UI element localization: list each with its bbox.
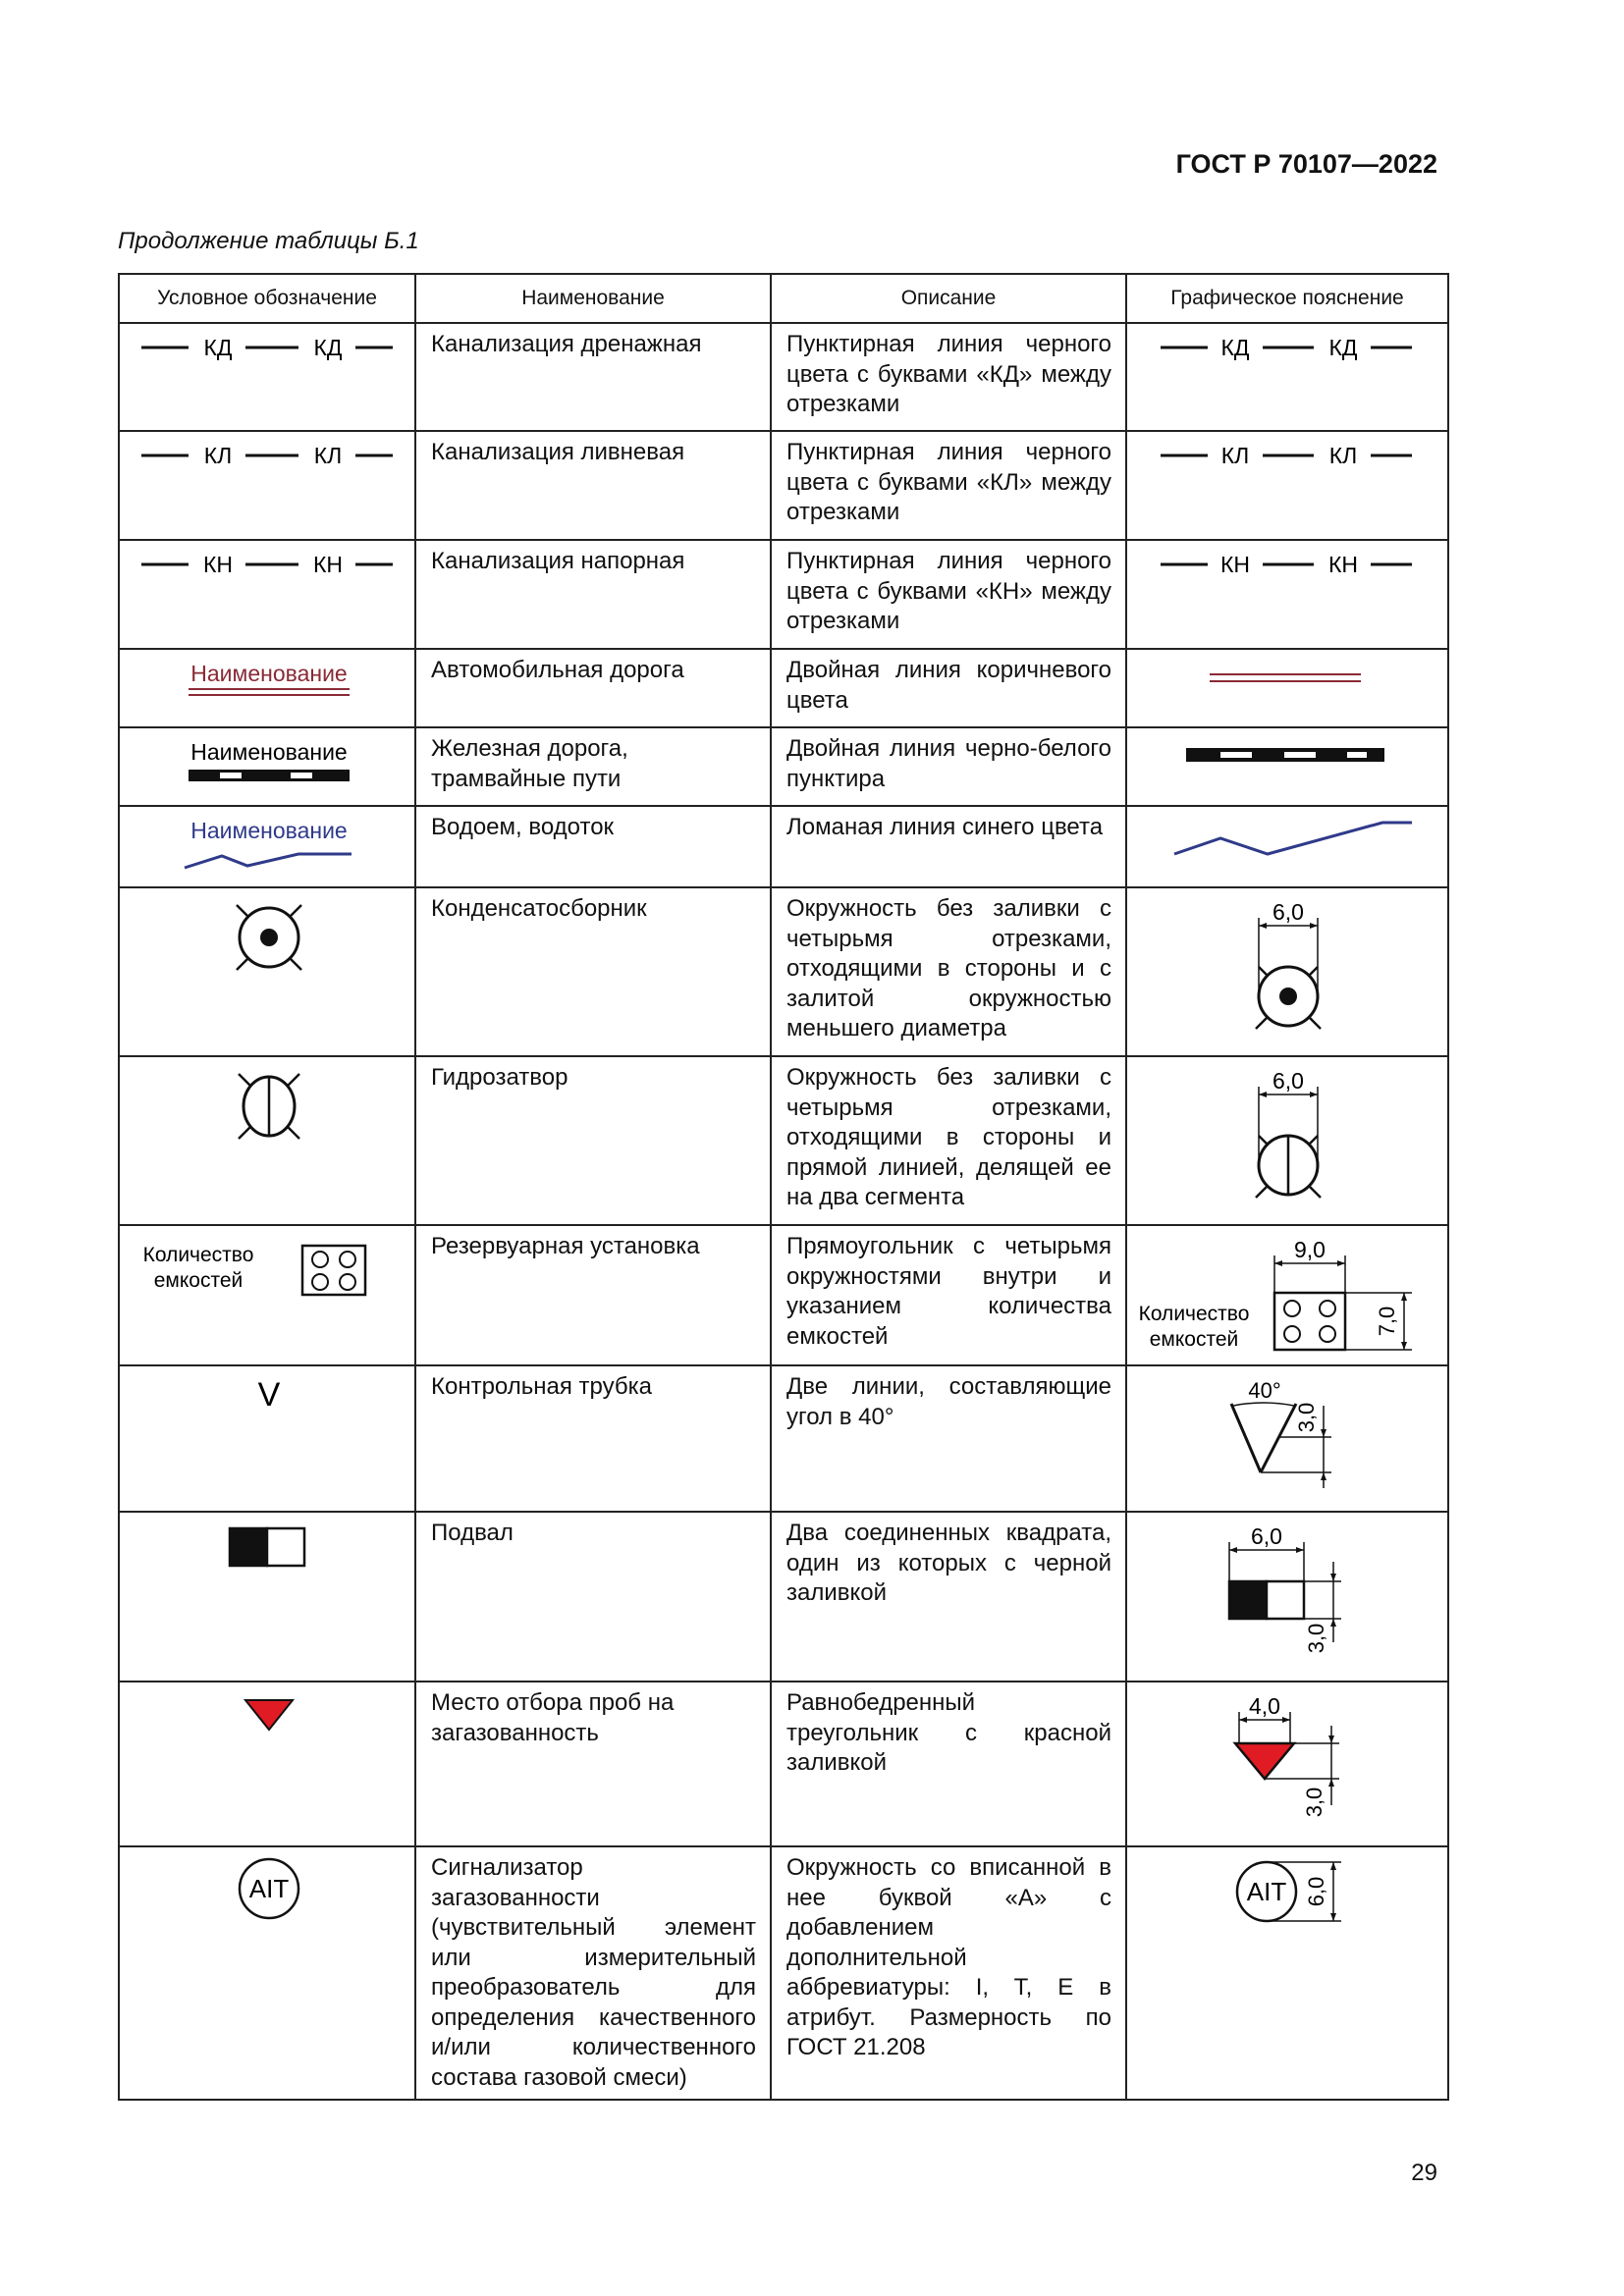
svg-text:7,0: 7,0	[1375, 1306, 1399, 1337]
dashed-line-graphic	[1127, 324, 1447, 373]
road-graphic	[1127, 650, 1447, 709]
symbol-cell	[119, 1846, 415, 2100]
graphic-cell	[1126, 1056, 1448, 1225]
description-cell: Двойная линия коричневого цвета	[771, 649, 1126, 727]
svg-text:КЛ: КЛ	[313, 443, 343, 468]
symbol-cell	[119, 1682, 415, 1846]
svg-text:3,0: 3,0	[1302, 1787, 1326, 1818]
name-cell: Канализация дренажная	[415, 323, 771, 431]
svg-text:6,0: 6,0	[1272, 899, 1304, 925]
sampling-point-graphic	[1127, 1682, 1447, 1844]
railway-symbol	[120, 728, 414, 797]
svg-text:КД: КД	[313, 335, 343, 360]
symbol-cell	[119, 887, 415, 1056]
graphic-cell	[1126, 431, 1448, 540]
svg-text:КЛ: КЛ	[203, 443, 233, 468]
symbol-cell	[119, 727, 415, 806]
watercourse-symbol	[120, 807, 414, 876]
description-cell: Пунктирная линия черного цвета с буквами «КЛ» между отрезками	[771, 431, 1126, 540]
tank-installation-graphic	[1127, 1226, 1447, 1363]
symbol-cell	[119, 1365, 415, 1512]
water-seal-symbol	[120, 1057, 414, 1155]
svg-text:6,0: 6,0	[1251, 1523, 1282, 1549]
page-number: 29	[1411, 2160, 1437, 2186]
document-id: ГОСТ Р 70107—2022	[1175, 149, 1437, 179]
dashed-line-symbol	[120, 324, 414, 373]
svg-text:Количество: Количество	[142, 1244, 254, 1266]
svg-text:КЛ: КЛ	[1220, 443, 1250, 468]
symbols-table	[118, 273, 1449, 2101]
graphic-cell	[1126, 806, 1448, 887]
symbol-cell	[119, 431, 415, 540]
name-cell: Канализация ливневая	[415, 431, 771, 540]
svg-text:Наименование: Наименование	[190, 818, 348, 843]
svg-text:КН: КН	[1327, 552, 1359, 577]
svg-text:Наименование: Наименование	[190, 661, 348, 686]
description-cell: Два соединенных квадрата, один из которых с черной заливкой	[771, 1512, 1126, 1682]
gas-detector-symbol	[120, 1847, 414, 1926]
symbol-cell	[119, 649, 415, 727]
dashed-line-graphic	[1127, 432, 1447, 481]
name-cell: Резервуарная установка	[415, 1225, 771, 1365]
table-row	[119, 887, 1448, 1056]
symbol-cell	[119, 806, 415, 887]
graphic-cell	[1126, 540, 1448, 649]
column-header: Описание	[771, 274, 1126, 323]
svg-text:КН: КН	[202, 552, 234, 577]
svg-text:Наименование: Наименование	[190, 739, 348, 765]
svg-text:AIT: AIT	[248, 1874, 290, 1903]
svg-text:Количество: Количество	[1138, 1303, 1250, 1325]
table-row	[119, 1512, 1448, 1682]
svg-text:3,0: 3,0	[1304, 1623, 1328, 1654]
description-cell: Две линии, составляющие угол в 40°	[771, 1365, 1126, 1512]
name-cell: Железная дорога, трамвайные пути	[415, 727, 771, 806]
description-cell: Прямоугольник с четырьмя окружностями внутри и указанием количества емкостей	[771, 1225, 1126, 1365]
graphic-cell	[1126, 1846, 1448, 2100]
description-cell: Окружность со вписанной в нее буквой «А» с добавлением дополнительной аббревиатуры: I, T, E в атрибут. Размерность по ГОСТ 21.208	[771, 1846, 1126, 2100]
graphic-cell	[1126, 323, 1448, 431]
svg-text:6,0: 6,0	[1272, 1068, 1304, 1094]
name-cell: Водоем, водоток	[415, 806, 771, 887]
description-cell: Окружность без заливки с четырьмя отрезками, отходящими в стороны и прямой линией, делящей ее на два сегмента	[771, 1056, 1126, 1225]
description-cell: Равнобедренный треугольник с красной заливкой	[771, 1682, 1126, 1846]
table-row	[119, 540, 1448, 649]
graphic-cell	[1126, 887, 1448, 1056]
svg-text:V: V	[257, 1376, 281, 1414]
table-row	[119, 431, 1448, 540]
name-cell: Место отбора проб на загазованность	[415, 1682, 771, 1846]
table-row	[119, 1225, 1448, 1365]
svg-text:9,0: 9,0	[1294, 1237, 1326, 1262]
graphic-cell	[1126, 649, 1448, 727]
graphic-cell	[1126, 1225, 1448, 1365]
column-header: Условное обозначение	[119, 274, 415, 323]
railway-graphic	[1127, 728, 1447, 787]
condensate-collector-symbol	[120, 888, 414, 987]
svg-text:КН: КН	[312, 552, 344, 577]
basement-graphic	[1127, 1513, 1447, 1680]
dashed-line-symbol	[120, 432, 414, 481]
description-cell: Двойная линия черно-белого пунктира	[771, 727, 1126, 806]
svg-text:6,0: 6,0	[1304, 1876, 1328, 1907]
symbol-cell	[119, 1225, 415, 1365]
description-cell: Ломаная линия синего цвета	[771, 806, 1126, 887]
description-cell: Окружность без заливки с четырьмя отрезками, отходящими в стороны и с залитой окружностью меньшего диаметра	[771, 887, 1126, 1056]
table-row	[119, 1682, 1448, 1846]
svg-text:AIT: AIT	[1246, 1877, 1287, 1906]
road-symbol	[120, 650, 414, 719]
name-cell: Автомобильная дорога	[415, 649, 771, 727]
svg-text:4,0: 4,0	[1249, 1693, 1280, 1719]
tank-installation-symbol	[120, 1226, 414, 1305]
name-cell: Канализация напорная	[415, 540, 771, 649]
graphic-cell	[1126, 1512, 1448, 1682]
table-row	[119, 649, 1448, 727]
table-header-row	[119, 274, 1448, 323]
svg-text:КЛ: КЛ	[1328, 443, 1358, 468]
svg-text:40°: 40°	[1248, 1378, 1281, 1403]
watercourse-graphic	[1127, 807, 1447, 876]
name-cell: Гидрозатвор	[415, 1056, 771, 1225]
svg-text:КД: КД	[1328, 335, 1358, 360]
symbol-cell	[119, 1512, 415, 1682]
condensate-collector-graphic	[1127, 888, 1447, 1055]
table-row	[119, 727, 1448, 806]
svg-text:емкостей: емкостей	[153, 1269, 244, 1292]
gas-detector-graphic	[1127, 1847, 1447, 1936]
dashed-line-symbol	[120, 541, 414, 590]
table-row	[119, 323, 1448, 431]
name-cell: Конденсатосборник	[415, 887, 771, 1056]
table-row	[119, 1365, 1448, 1512]
control-tube-symbol	[120, 1366, 414, 1435]
svg-text:3,0: 3,0	[1294, 1402, 1319, 1433]
column-header: Графическое пояснение	[1126, 274, 1448, 323]
water-seal-graphic	[1127, 1057, 1447, 1224]
table-row	[119, 1846, 1448, 2100]
svg-text:емкостей: емкостей	[1149, 1328, 1239, 1351]
basement-symbol	[120, 1513, 414, 1581]
name-cell: Сигнализатор загазованности (чувствительный элемент или измерительный преобразователь для определения качественного и/или количественного состава газовой смеси)	[415, 1846, 771, 2100]
table-row	[119, 806, 1448, 887]
column-header: Наименование	[415, 274, 771, 323]
name-cell: Подвал	[415, 1512, 771, 1682]
dashed-line-graphic	[1127, 541, 1447, 590]
description-cell: Пунктирная линия черного цвета с буквами «КД» между отрезками	[771, 323, 1126, 431]
description-cell: Пунктирная линия черного цвета с буквами «КН» между отрезками	[771, 540, 1126, 649]
symbol-cell	[119, 323, 415, 431]
svg-text:КД: КД	[203, 335, 233, 360]
symbol-cell	[119, 540, 415, 649]
graphic-cell	[1126, 1682, 1448, 1846]
name-cell: Контрольная трубка	[415, 1365, 771, 1512]
svg-text:КН: КН	[1219, 552, 1251, 577]
control-tube-graphic	[1127, 1366, 1447, 1509]
svg-text:КД: КД	[1220, 335, 1250, 360]
graphic-cell	[1126, 727, 1448, 806]
symbol-cell	[119, 1056, 415, 1225]
table-row	[119, 1056, 1448, 1225]
sampling-point-symbol	[120, 1682, 414, 1751]
graphic-cell	[1126, 1365, 1448, 1512]
table-continuation-caption: Продолжение таблицы Б.1	[118, 228, 419, 254]
